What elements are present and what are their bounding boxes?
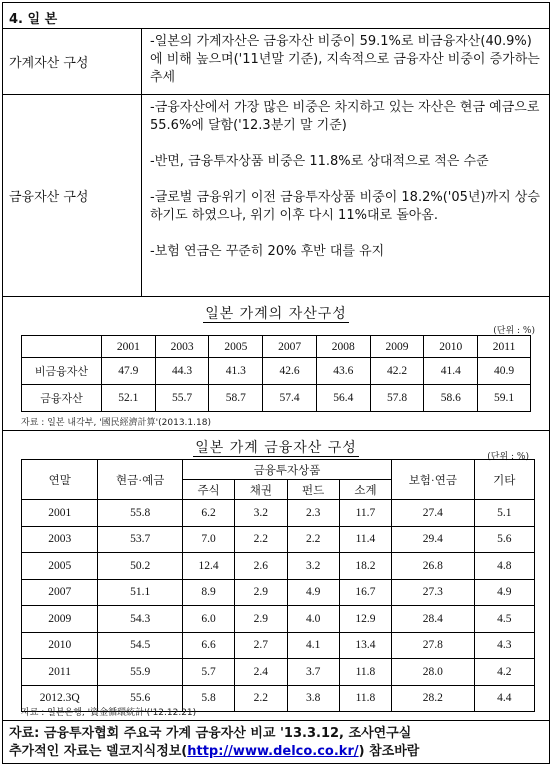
corner-cell	[22, 336, 102, 358]
year-header: 2001	[102, 336, 156, 358]
table-cell: 28.2	[392, 685, 474, 712]
table-cell: 4.2	[474, 659, 534, 686]
table-cell: 5.1	[474, 500, 534, 527]
table-cell: 7.0	[182, 526, 234, 553]
report-page	[2, 2, 550, 764]
year-cell: 2012.3Q	[22, 685, 98, 712]
year-header: 2007	[263, 336, 317, 358]
table-cell: 50.2	[98, 553, 182, 580]
subtotal-col-header: 소계	[339, 480, 391, 500]
bullet: -글로벌 금융위기 이전 금융투자상품 비중이 18.2%('05년)까지 상승하기도 하였으나, 위기 이후 다시 11%대로 돌아옴.	[150, 190, 540, 223]
table-row	[22, 632, 535, 659]
year-header: 2005	[209, 336, 263, 358]
year-cell: 2009	[22, 606, 98, 633]
bullet: -금융자산에서 가장 많은 비중은 차지하고 있는 자산은 현금 예금으로 55.6%에 달함('12.3분기 말 기준)	[150, 100, 540, 133]
row-label: 비금융자산	[22, 358, 102, 385]
table-cell: 8.9	[182, 579, 234, 606]
delco-link[interactable]: http://www.delco.co.kr/	[187, 744, 359, 759]
bullet: -반면, 금융투자상품 비중은 11.8%로 상대적으로 적은 수준	[150, 154, 489, 169]
table-cell: 2.4	[235, 659, 287, 686]
table-cell: 28.0	[392, 659, 474, 686]
table-cell: 55.8	[98, 500, 182, 527]
table-cell: 47.9	[102, 358, 156, 385]
table-cell: 55.9	[98, 659, 182, 686]
table-cell: 2.6	[235, 553, 287, 580]
year-cell: 2010	[22, 632, 98, 659]
table-cell: 16.7	[339, 579, 391, 606]
year-cell: 2007	[22, 579, 98, 606]
row-label: 가계자산 구성	[3, 29, 142, 94]
table-cell: 2.7	[235, 632, 287, 659]
table-cell: 44.3	[155, 358, 209, 385]
table-cell: 18.2	[339, 553, 391, 580]
year-cell: 2011	[22, 659, 98, 686]
fin-group-header: 금융투자상품	[182, 460, 391, 480]
table-cell: 12.4	[182, 553, 234, 580]
footer-line1: 자료: 금융투자협회 주요국 가계 금융자산 비교 '13.3.12, 조사연구실	[9, 726, 412, 741]
table-cell: 59.1	[478, 385, 531, 412]
table-cell: 2.3	[287, 500, 339, 527]
asset-composition-section	[3, 297, 549, 431]
table-cell: 3.2	[235, 500, 287, 527]
table-cell: 27.8	[392, 632, 474, 659]
footer-line2: 추가적인 자료는 델코지식정보(http://www.delco.co.kr/) 참조바람	[9, 744, 420, 759]
table-title: 일본 가계 금융자산 구성	[195, 440, 357, 456]
row-label: 금융자산	[22, 385, 102, 412]
table-cell: 4.0	[287, 606, 339, 633]
table-cell: 4.1	[287, 632, 339, 659]
table-title: 일본 가계의 자산구성	[205, 306, 347, 322]
row-label: 금융자산 구성	[3, 95, 142, 296]
table-row	[22, 500, 535, 527]
year-header: 2008	[316, 336, 370, 358]
table-cell: 43.6	[316, 358, 370, 385]
footer-note	[3, 721, 549, 761]
table-cell: 40.9	[478, 358, 531, 385]
table-row	[22, 358, 531, 385]
financial-asset-row	[3, 95, 549, 297]
table-cell: 55.7	[155, 385, 209, 412]
unit-label: (단위 : %)	[493, 326, 535, 336]
table-cell: 2.2	[287, 526, 339, 553]
table-row	[22, 606, 535, 633]
table-cell: 4.3	[474, 632, 534, 659]
year-cell: 2003	[22, 526, 98, 553]
table-cell: 4.9	[287, 579, 339, 606]
bond-col-header: 채권	[235, 480, 287, 500]
table-cell: 6.2	[182, 500, 234, 527]
year-cell: 2001	[22, 500, 98, 527]
cash-col-header: 현금·예금	[98, 460, 182, 500]
bullet: -보험 연금은 꾸준히 20% 후반 대를 유지	[150, 244, 385, 259]
table-cell: 54.5	[98, 632, 182, 659]
table-cell: 58.7	[209, 385, 263, 412]
table-cell: 11.7	[339, 500, 391, 527]
table-cell: 41.4	[424, 358, 478, 385]
table-source: 자료 : 일본 내각부, '國民經濟計算'(2013.1.18)	[21, 418, 211, 428]
table-cell: 53.7	[98, 526, 182, 553]
other-col-header: 기타	[474, 460, 534, 500]
table-row	[22, 659, 535, 686]
row-body	[142, 95, 549, 296]
financial-composition-section	[3, 431, 549, 721]
table-cell: 56.4	[316, 385, 370, 412]
fund-col-header: 펀드	[287, 480, 339, 500]
table-cell: 11.8	[339, 685, 391, 712]
table-cell: 2.9	[235, 606, 287, 633]
table-cell: 42.2	[370, 358, 424, 385]
table-cell: 2.2	[235, 526, 287, 553]
table-cell: 3.7	[287, 659, 339, 686]
table-cell: 57.8	[370, 385, 424, 412]
table-cell: 57.4	[263, 385, 317, 412]
financial-composition-table	[21, 459, 535, 712]
table-cell: 11.8	[339, 659, 391, 686]
table-cell: 5.7	[182, 659, 234, 686]
table-cell: 12.9	[339, 606, 391, 633]
year-cell: 2005	[22, 553, 98, 580]
table-row	[22, 579, 535, 606]
table-cell: 58.6	[424, 385, 478, 412]
table-cell: 41.3	[209, 358, 263, 385]
table-row	[22, 553, 535, 580]
year-header: 2009	[370, 336, 424, 358]
table-cell: 2.9	[235, 579, 287, 606]
row-body	[142, 29, 549, 94]
table-cell: 13.4	[339, 632, 391, 659]
table-cell: 5.6	[474, 526, 534, 553]
table-cell: 54.3	[98, 606, 182, 633]
table-cell: 4.5	[474, 606, 534, 633]
table-cell: 52.1	[102, 385, 156, 412]
table-cell: 5.8	[182, 685, 234, 712]
table-source: 자료 : 일본은행, '資金循環統計'('12.12.21)	[21, 708, 197, 718]
table-cell: 51.1	[98, 579, 182, 606]
table-cell: 6.0	[182, 606, 234, 633]
table-cell: 2.2	[235, 685, 287, 712]
table-cell: 4.9	[474, 579, 534, 606]
table-row	[22, 526, 535, 553]
year-header: 2003	[155, 336, 209, 358]
table-cell: 3.2	[287, 553, 339, 580]
stock-col-header: 주식	[182, 480, 234, 500]
table-cell: 26.8	[392, 553, 474, 580]
table-cell: 29.4	[392, 526, 474, 553]
table-cell: 28.4	[392, 606, 474, 633]
table-cell: 27.3	[392, 579, 474, 606]
table-cell: 4.4	[474, 685, 534, 712]
table-cell: 11.4	[339, 526, 391, 553]
unit-label: (단위 : %)	[487, 452, 529, 462]
row-text: -일본의 가계자산은 금융자산 비중이 59.1%로 비금융자산(40.9%)에 비해 높으며('11년말 기준), 지속적으로 금융자산 비중이 증가하는 추세	[150, 34, 540, 85]
table-cell: 55.6	[98, 685, 182, 712]
table-cell: 6.6	[182, 632, 234, 659]
table-cell: 3.8	[287, 685, 339, 712]
asset-composition-table	[21, 335, 531, 412]
year-header: 2011	[478, 336, 531, 358]
household-asset-row	[3, 29, 549, 95]
section-title: 4. 일 본	[3, 3, 549, 29]
table-row	[22, 385, 531, 412]
year-col-header: 연말	[22, 460, 98, 500]
table-cell: 27.4	[392, 500, 474, 527]
table-cell: 4.8	[474, 553, 534, 580]
table-cell: 42.6	[263, 358, 317, 385]
insurance-col-header: 보험·연금	[392, 460, 474, 500]
year-header: 2010	[424, 336, 478, 358]
